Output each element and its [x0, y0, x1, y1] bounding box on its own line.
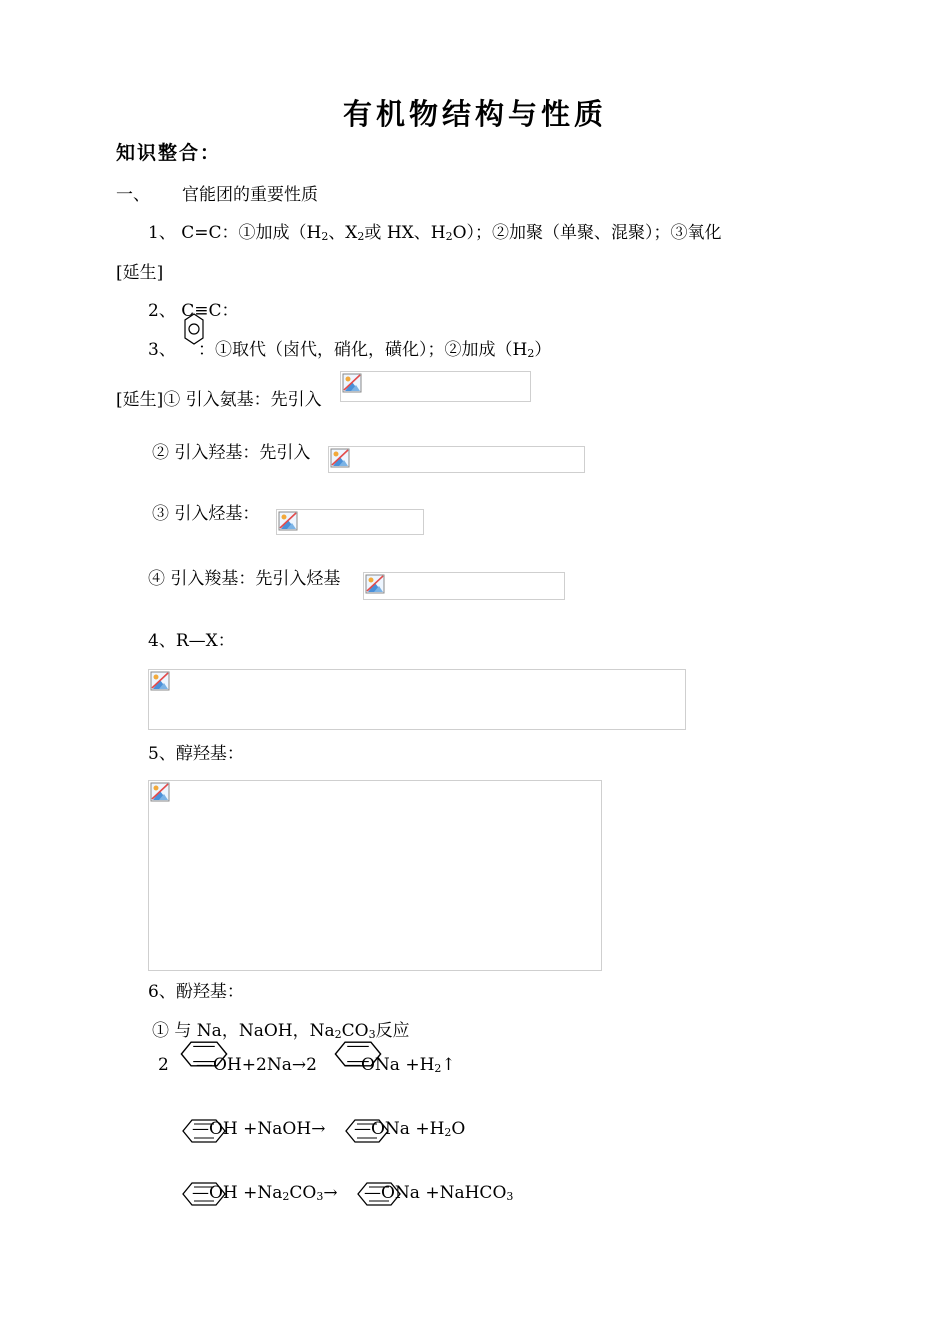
section-number: 一、	[116, 185, 150, 205]
equation-1-products: ONa +H	[361, 1055, 435, 1075]
item-2-line: 2、 C≡C：	[148, 301, 239, 321]
item-6-sub-1	[152, 1016, 410, 1041]
reaction-arrow: →	[311, 1119, 326, 1139]
equation-2-right: —ONa $+H_2O$	[354, 1119, 466, 1139]
equation-1-right: —ONa $+H_2↑$	[344, 1055, 456, 1075]
reaction-arrow: →	[291, 1055, 307, 1075]
subscript: 3	[368, 1028, 376, 1041]
equation-3-reactants: OH +Na	[209, 1183, 283, 1203]
equation-2-end: O	[451, 1119, 466, 1139]
subscript: 2	[282, 1190, 290, 1203]
item-1-text: 或 HX、H	[364, 223, 446, 243]
extension-amino: [延生]① 引入氨基：先引入	[116, 390, 322, 410]
subscript: 2	[527, 347, 535, 360]
item-6-text: 反应	[375, 1021, 410, 1041]
broken-image-icon	[278, 511, 298, 531]
page-title: 有机物结构与性质	[342, 97, 607, 131]
subscript: 3	[506, 1190, 514, 1203]
section-heading: 知识整合：	[116, 142, 222, 164]
subscript: 2	[445, 230, 453, 243]
item-3-close: ）	[534, 340, 552, 360]
equation-3-products: ONa +NaHCO	[381, 1183, 507, 1203]
subscript: 2	[444, 1126, 452, 1139]
reaction-image-hydroxyl	[328, 446, 585, 473]
gas-arrow: ↑	[441, 1055, 456, 1075]
item-6-text: ① 与 Na，NaOH，Na	[152, 1021, 335, 1041]
equation-3-right: —ONa +NaHCO$_3$	[364, 1183, 514, 1203]
equation-3-left: —OH $+Na_2CO_3\to$	[192, 1183, 338, 1203]
subscript: 2	[334, 1028, 342, 1041]
item-5-line: 5、醇羟基：	[148, 744, 244, 764]
broken-image-icon	[150, 782, 170, 802]
section-1-title	[116, 180, 318, 205]
subscript: 2	[434, 1062, 442, 1075]
item-1-line	[148, 218, 722, 243]
equation-1-coef: 2	[158, 1055, 169, 1075]
item-3-text	[198, 335, 551, 360]
item-1-text: 、X	[328, 223, 358, 243]
subscript: 2	[321, 230, 329, 243]
broken-image-icon	[342, 373, 362, 393]
subscript: 3	[316, 1190, 324, 1203]
item-1-extension: [延生]	[116, 263, 164, 283]
extension-carboxyl: ④ 引入羧基：先引入烃基	[148, 569, 341, 589]
item-3-number: 3、	[148, 340, 176, 360]
item-3-line	[148, 335, 176, 360]
item-1-text: O）；②加聚（单聚、混聚）；③氧化	[452, 223, 722, 243]
broken-image-icon	[365, 574, 385, 594]
equation-2-reactants: OH +NaOH	[209, 1119, 312, 1139]
broken-image-icon	[150, 671, 170, 691]
item-6-line: 6、酚羟基：	[148, 982, 244, 1002]
equation-1-coef2: 2	[306, 1055, 317, 1075]
item-3-reactions: ：①取代（卤代，硝化，磺化）；②加成（H	[198, 340, 528, 360]
equation-2-left: —OH +NaOH→	[192, 1119, 326, 1139]
reaction-image-alkyl	[276, 509, 424, 535]
extension-hydroxyl: ② 引入羟基：先引入	[152, 443, 311, 463]
broken-image-icon	[330, 448, 350, 468]
extension-alkyl: ③ 引入烃基：	[152, 504, 260, 524]
equation-1-reactants: OH+2Na	[213, 1055, 292, 1075]
reaction-image-carboxyl	[363, 572, 565, 600]
subscript: 2	[357, 230, 365, 243]
section-label: 官能团的重要性质	[182, 185, 318, 205]
reaction-image-alcohol	[148, 780, 602, 971]
reaction-image-halide	[148, 669, 686, 730]
item-6-text: CO	[341, 1021, 369, 1041]
reaction-image-amino	[340, 371, 531, 402]
equation-2-products: ONa +H	[371, 1119, 445, 1139]
equation-3-reactants: CO	[289, 1183, 317, 1203]
reaction-arrow: →	[323, 1183, 338, 1203]
item-4-line: 4、R—X：	[148, 631, 235, 651]
equation-1-left: —OH+2Na→2	[196, 1055, 317, 1075]
item-1-text: 1、 C=C：①加成（H	[148, 223, 322, 243]
